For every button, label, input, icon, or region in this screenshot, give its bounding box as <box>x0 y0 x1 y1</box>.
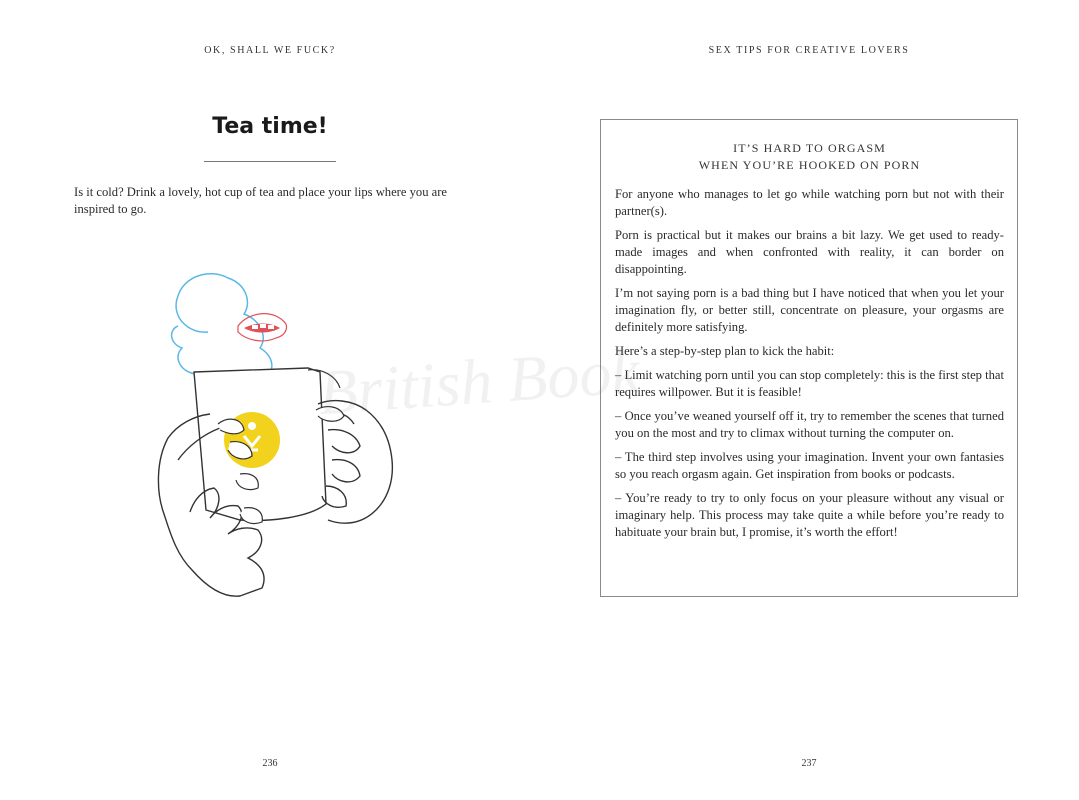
intro-paragraph: Is it cold? Drink a lovely, hot cup of tea and place your lips where you are inspired to go. <box>74 185 448 216</box>
box-heading-line-2: WHEN YOU’RE HOOKED ON PORN <box>698 158 921 172</box>
box-step-2: – Once you’ve weaned yourself off it, try to remember the scenes that turned you on the most and try to climax without turning the computer on. <box>615 409 1004 440</box>
box-step-3: – The third step involves using your imagination. Invent your own fantasies so you reach orgasm again. Get inspiration from books or podcasts. <box>615 450 1004 481</box>
box-paragraph-2: Porn is practical but it makes our brains a bit lazy. We get used to ready-made images and when confronted with reality, it can border on disappointing. <box>615 228 1004 276</box>
running-head-right: SEX TIPS FOR CREATIVE LOVERS <box>708 45 910 56</box>
page-title: Tea time! <box>212 114 328 139</box>
tea-cup-illustration <box>148 264 408 609</box>
lips-illustration <box>238 314 287 341</box>
page-number-right: 237 <box>801 758 817 769</box>
right-page <box>539 0 1079 800</box>
box-paragraph-1: For anyone who manages to let go while watching porn but not with their partner(s). <box>615 187 1004 218</box>
page-number-left: 236 <box>262 758 278 769</box>
box-step-1: – Limit watching porn until you can stop completely: this is the first step that requires willpower. But it is feasible! <box>615 368 1004 399</box>
sidebar-box <box>600 119 1018 597</box>
box-heading-line-1: IT’S HARD TO ORGASM <box>733 141 886 155</box>
left-page <box>0 0 539 800</box>
watermark: British Book <box>315 334 642 429</box>
box-paragraph-3: I’m not saying porn is a bad thing but I have noticed that when you let your imagination fly, or better still, concentrate on pleasure, your orgasms are definitely more satisfying. <box>615 286 1004 334</box>
running-head-left: OK, SHALL WE FUCK? <box>204 45 336 56</box>
box-heading <box>615 140 1004 174</box>
box-paragraph-4: Here’s a step-by-step plan to kick the habit: <box>615 344 835 358</box>
box-step-4: – You’re ready to try to only focus on your pleasure without any visual or imaginary help. This process may take quite a while before you’re ready to habituate your brain but, I promise, it’s worth the effort! <box>615 491 1004 539</box>
title-divider <box>204 161 336 162</box>
